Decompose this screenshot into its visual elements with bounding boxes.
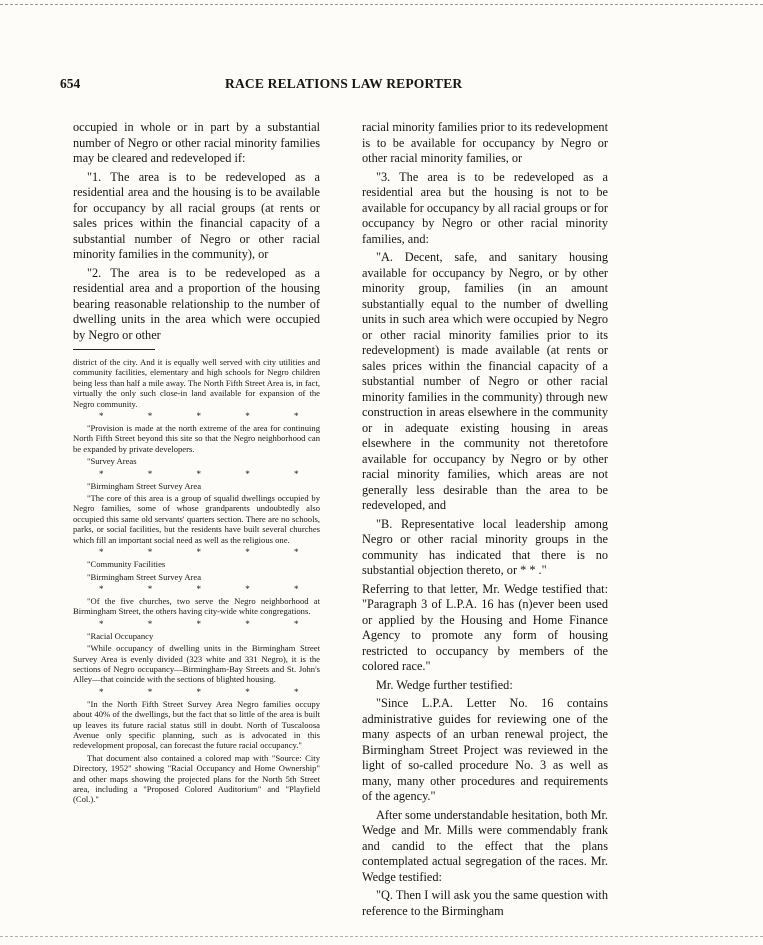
paragraph: "1. The area is to be redeveloped as a residential area and the housing is to be available for occupancy by all racial groups (at rents or sales prices within the financial capacity of a substantial number of Negro or other racial minority families in the community), or <box>73 169 320 261</box>
paragraph: "3. The area is to be redeveloped as a residential area but the housing is not to be available for occupancy by all racial groups or for occupancy by Negro or other racial minority families, and: <box>362 169 608 246</box>
footnote-paragraph: That document also contained a colored map with "Source: City Directory, 1952" showing "Racial Occupancy and Home Ownership" and other maps showing the projected plans for the North 5th Street area, including a "Proposed Colored Auditorium" and "Playfield (Col.)." <box>73 752 320 805</box>
footnote-paragraph: district of the city. And it is equally well served with city utilities and community facilities, elementary and high schools for Negro children being less than half a mile away. The North Fifth Street Area is, in fact, virtually the only such close-in land available for expansion of the Negro community. <box>73 357 320 409</box>
paragraph: "Since L.P.A. Letter No. 16 contains administrative guides for reviewing one of the many aspects of an urban renewal project, the Birmingham Street Project was reviewed in the light of so-called procedure No. 3 as well as many, many other procedures and requirements of the agency." <box>362 696 608 803</box>
paragraph: "A. Decent, safe, and sanitary housing available for occupancy by Negro, or by other minority group, families (in an amount substantially equal to the number of dwelling units in such area which were occupied by Negro or other racial minority families prior to its redevelopment) is made available (at rents or sales prices within the financial capacity of a substantial number of Negro or other racial minority families in the community) through new construction in areas elsewhere in the community or in adequate existing housing in areas elsewhere in the community not theretofore available for occupancy by Negro or by other racial minority families, which areas are not generally less desirable than the area to be redeveloped, and <box>362 250 608 512</box>
top-edge-rule <box>0 4 763 5</box>
footnote-paragraph: "Community Facilities <box>87 559 166 570</box>
ellipsis-stars: * * * * * <box>99 411 320 422</box>
right-column <box>362 120 608 922</box>
footnote-paragraph: "The core of this area is a group of squalid dwellings occupied by Negro families, some of whose grandparents undoubtedly also occupied this same old servants' quarters section. There are no schools, parks, or social facilities, but the residents have built several churches which fill an important social need as well as the religious one. <box>73 493 320 545</box>
left-column-body <box>73 120 320 343</box>
footnote-divider <box>73 349 155 350</box>
bottom-edge-rule <box>0 936 763 937</box>
footnote-paragraph: "In the North Fifth Street Survey Area Negro families occupy about 40% of the dwellings, but the fact that so little of the area is built up leaves its future racial status still in doubt. North of Tuscaloosa Avenue only specific planning, such as is advocated in this redevelopment proposal, can forecast the future racial occupancy." <box>73 698 320 751</box>
paragraph: "Q. Then I will ask you the same question with reference to the Birmingham <box>362 888 608 918</box>
footnote-paragraph: "Of the five churches, two serve the Negro neighborhood at Birmingham Street, the others having city-wide white congregations. <box>73 595 320 617</box>
footnote-paragraph: "Racial Occupancy <box>87 630 154 641</box>
ellipsis-stars: * * * * * <box>99 583 320 594</box>
paragraph: racial minority families prior to its redevelopment is to be available for occupancy by Negro or other racial minority families, or <box>362 120 608 165</box>
paragraph: "2. The area is to be redeveloped as a residential area and a proportion of the housing bearing reasonable relationship to the number of dwelling units in the area which were occupied by Negro or other <box>73 265 320 342</box>
footnote-paragraph: "Birmingham Street Survey Area <box>87 480 202 491</box>
paragraph: "B. Representative local leadership among Negro or other racial minority groups in the community has indicated that there is no substantial objection thereto, or * * ." <box>362 516 608 577</box>
footnote <box>73 357 320 805</box>
paragraph: Referring to that letter, Mr. Wedge testified that: "Paragraph 3 of L.P.A. 16 has (n)ever been used or applied by the Housing and Home Finance Agency to promote any form of housing restricted to occupancy by members of the colored race." <box>362 581 608 673</box>
ellipsis-stars: * * * * * <box>99 686 320 697</box>
ellipsis-stars: * * * * * <box>99 618 320 629</box>
paragraph: After some understandable hesitation, both Mr. Wedge and Mr. Mills were commendably frank and candid to the effect that the plans contemplated actual segregation of the races. Mr. Wedge testified: <box>362 807 608 884</box>
page-header <box>60 76 710 94</box>
ellipsis-stars: * * * * * <box>99 468 320 479</box>
running-head: RACE RELATIONS LAW REPORTER <box>225 76 463 91</box>
paragraph: Mr. Wedge further testified: <box>376 677 513 692</box>
paragraph: occupied in whole or in part by a substantial number of Negro or other racial minority families may be cleared and redeveloped if: <box>73 120 320 165</box>
ellipsis-stars: * * * * * <box>99 547 320 558</box>
right-column-body <box>362 120 608 919</box>
page-number: 654 <box>60 76 81 91</box>
footnote-paragraph: "While occupancy of dwelling units in the Birmingham Street Survey Area is evenly divided (323 white and 331 Negro), it is the sections of Negro occupancy—Birmingham-Bay Streets and St. John's Alley—that coincide with the sections of blighted housing. <box>73 643 320 685</box>
footnote-paragraph: "Birmingham Street Survey Area <box>87 571 202 582</box>
footnote-paragraph: "Survey Areas <box>87 456 137 467</box>
left-column <box>73 120 320 807</box>
footnote-paragraph: "Provision is made at the north extreme of the area for continuing North Fifth Street beyond this site so that the Negro neighborhood can be expanded by private developers. <box>73 423 320 454</box>
